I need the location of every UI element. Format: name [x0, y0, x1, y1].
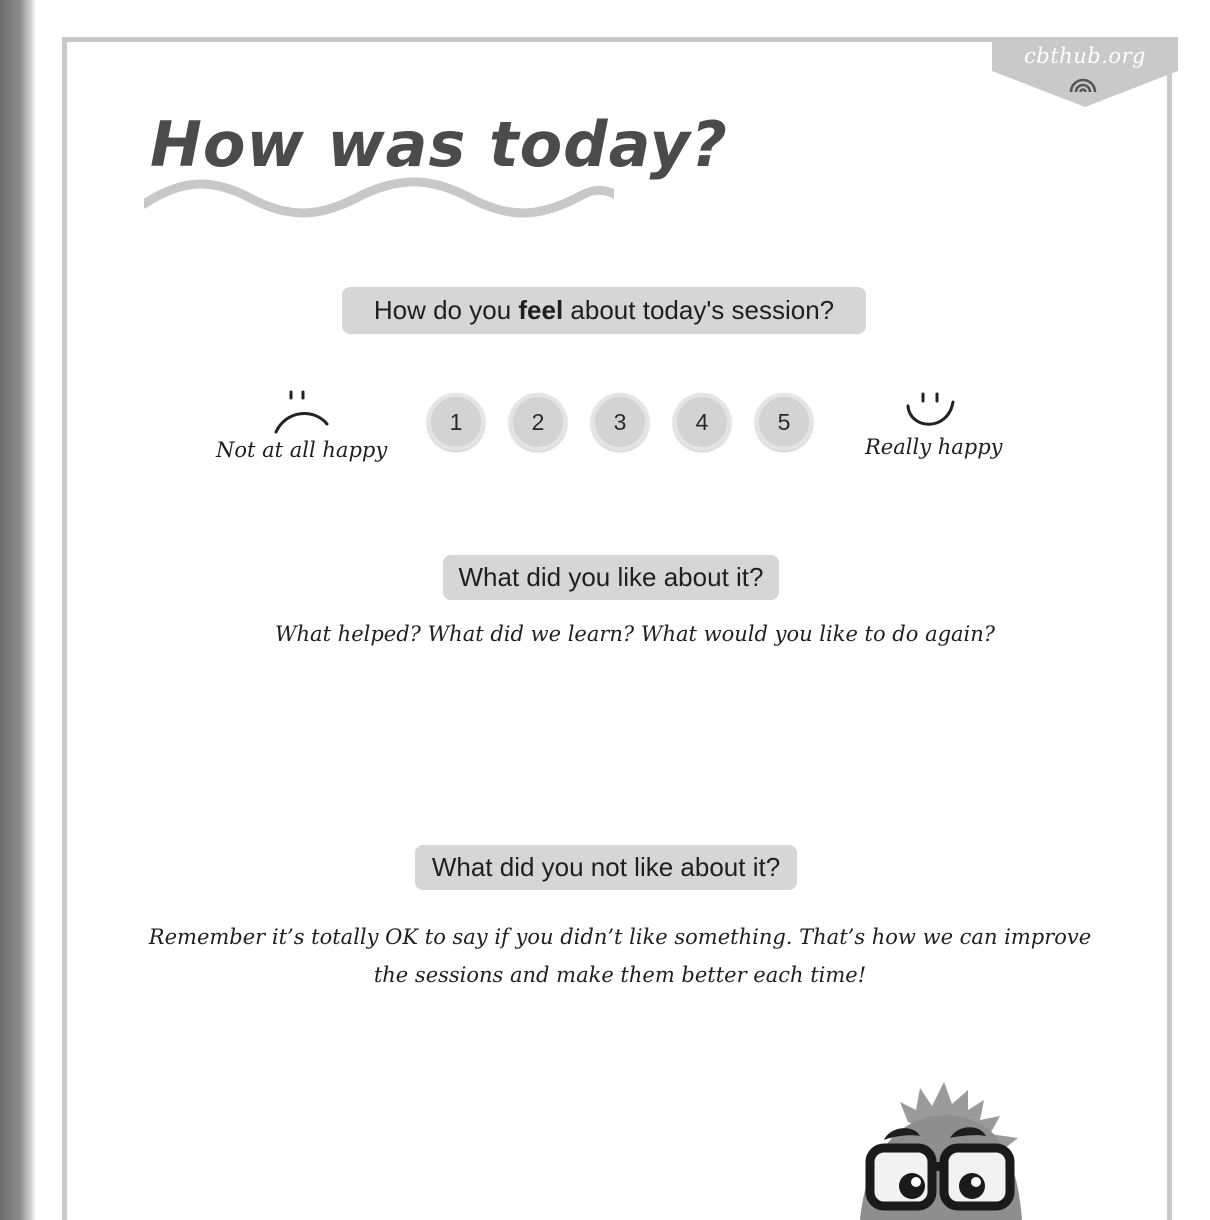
page-edge-shadow [0, 0, 36, 1220]
rating-option-5[interactable]: 5 [755, 393, 813, 451]
disliked-question-pill: What did you not like about it? [415, 845, 797, 890]
disliked-prompt-line-2: the sessions and make them better each time! [373, 963, 867, 987]
liked-prompt: What helped? What did we learn? What would you like to do again? [274, 622, 996, 646]
liked-question-pill: What did you like about it? [443, 555, 779, 600]
rating-question-after: about today's session? [563, 295, 835, 325]
disliked-prompt-line-1: Remember it’s totally OK to say if you didn’t like something. That’s how we can improve [148, 925, 1092, 949]
title-underline-wave [144, 172, 614, 222]
scale-high-label: Really happy [865, 435, 1003, 459]
rating-question-before: How do you [373, 295, 519, 325]
rating-option-3[interactable]: 3 [591, 393, 649, 451]
rainbow-icon [1068, 76, 1098, 94]
happy-face-icon [904, 388, 956, 432]
rating-option-2[interactable]: 2 [509, 393, 567, 451]
monster-mascot-illustration [850, 1078, 1030, 1220]
scale-low-label: Not at all happy [216, 438, 388, 462]
site-tag-label: cbthub.org [1024, 44, 1146, 68]
sad-face-icon [272, 388, 330, 436]
rating-option-4[interactable]: 4 [673, 393, 731, 451]
page-title: How was today? [150, 108, 728, 181]
rating-question-emphasis: feel [518, 295, 564, 325]
rating-question-pill [342, 287, 866, 334]
rating-option-1[interactable]: 1 [427, 393, 485, 451]
